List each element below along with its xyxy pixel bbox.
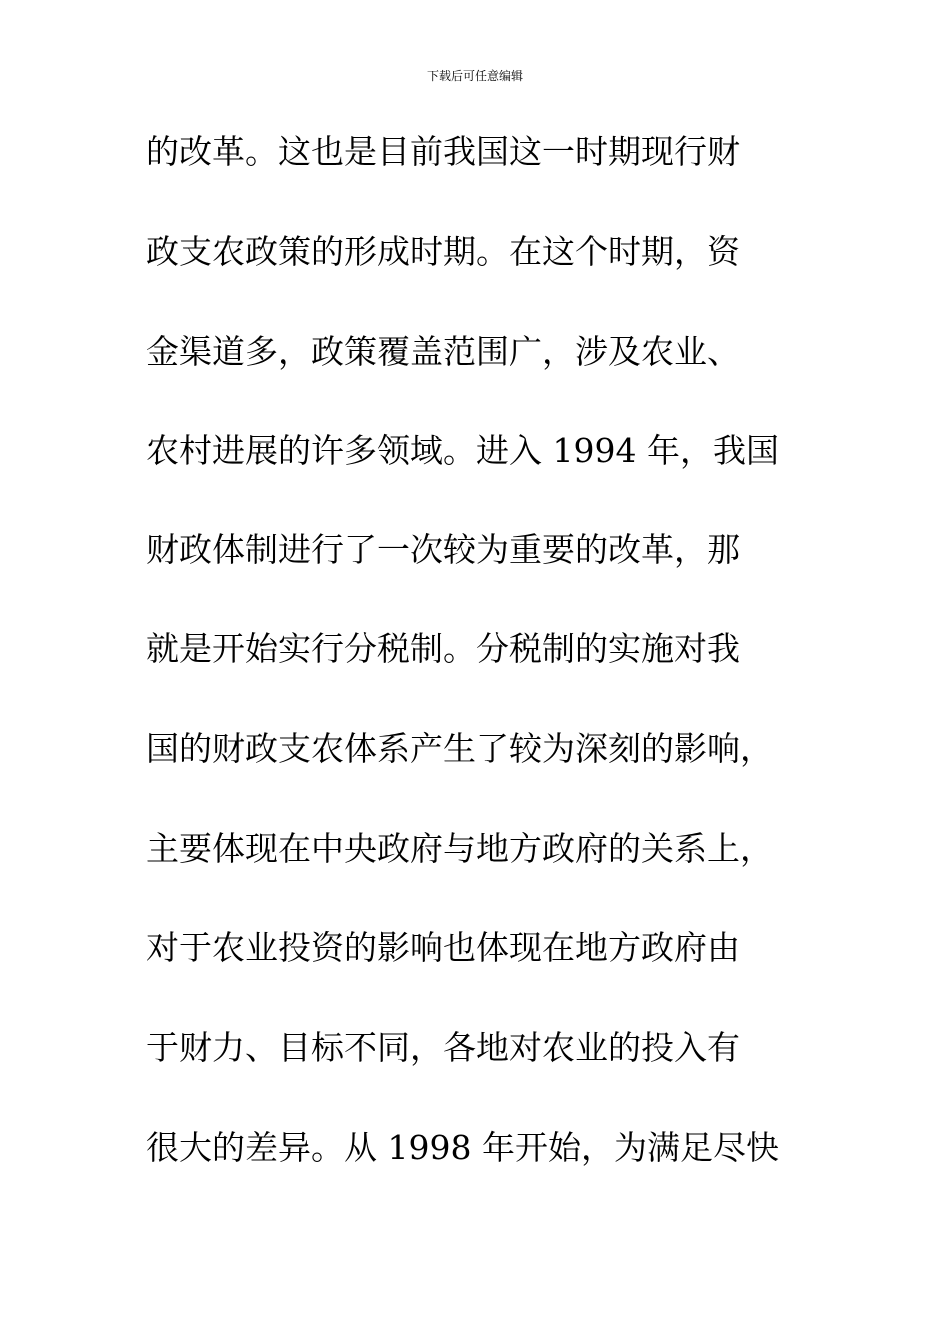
text-line-1: 的改革。这也是目前我国这一时期现行财	[146, 132, 740, 171]
text-line-11: 很大的差异。从 1998 年开始，为满足尽快	[146, 1128, 779, 1167]
text-line-4: 农村进展的许多领域。进入 1994 年，我国	[146, 431, 779, 470]
text-line-3: 金渠道多，政策覆盖范围广，涉及农业、	[146, 332, 740, 371]
text-line-2: 政支农政策的形成时期。在这个时期，资	[146, 232, 740, 271]
text-line-10: 于财力、目标不同，各地对农业的投入有	[146, 1028, 740, 1067]
text-line-7: 国的财政支农体系产生了较为深刻的影响，	[146, 729, 773, 768]
text-line-6: 就是开始实行分税制。分税制的实施对我	[146, 629, 740, 668]
text-line-5: 财政体制进行了一次较为重要的改革，那	[146, 530, 740, 569]
page-header: 下载后可任意编辑	[426, 69, 523, 83]
text-line-9: 对于农业投资的影响也体现在地方政府由	[146, 928, 740, 967]
text-line-8: 主要体现在中央政府与地方政府的关系上，	[146, 829, 773, 868]
